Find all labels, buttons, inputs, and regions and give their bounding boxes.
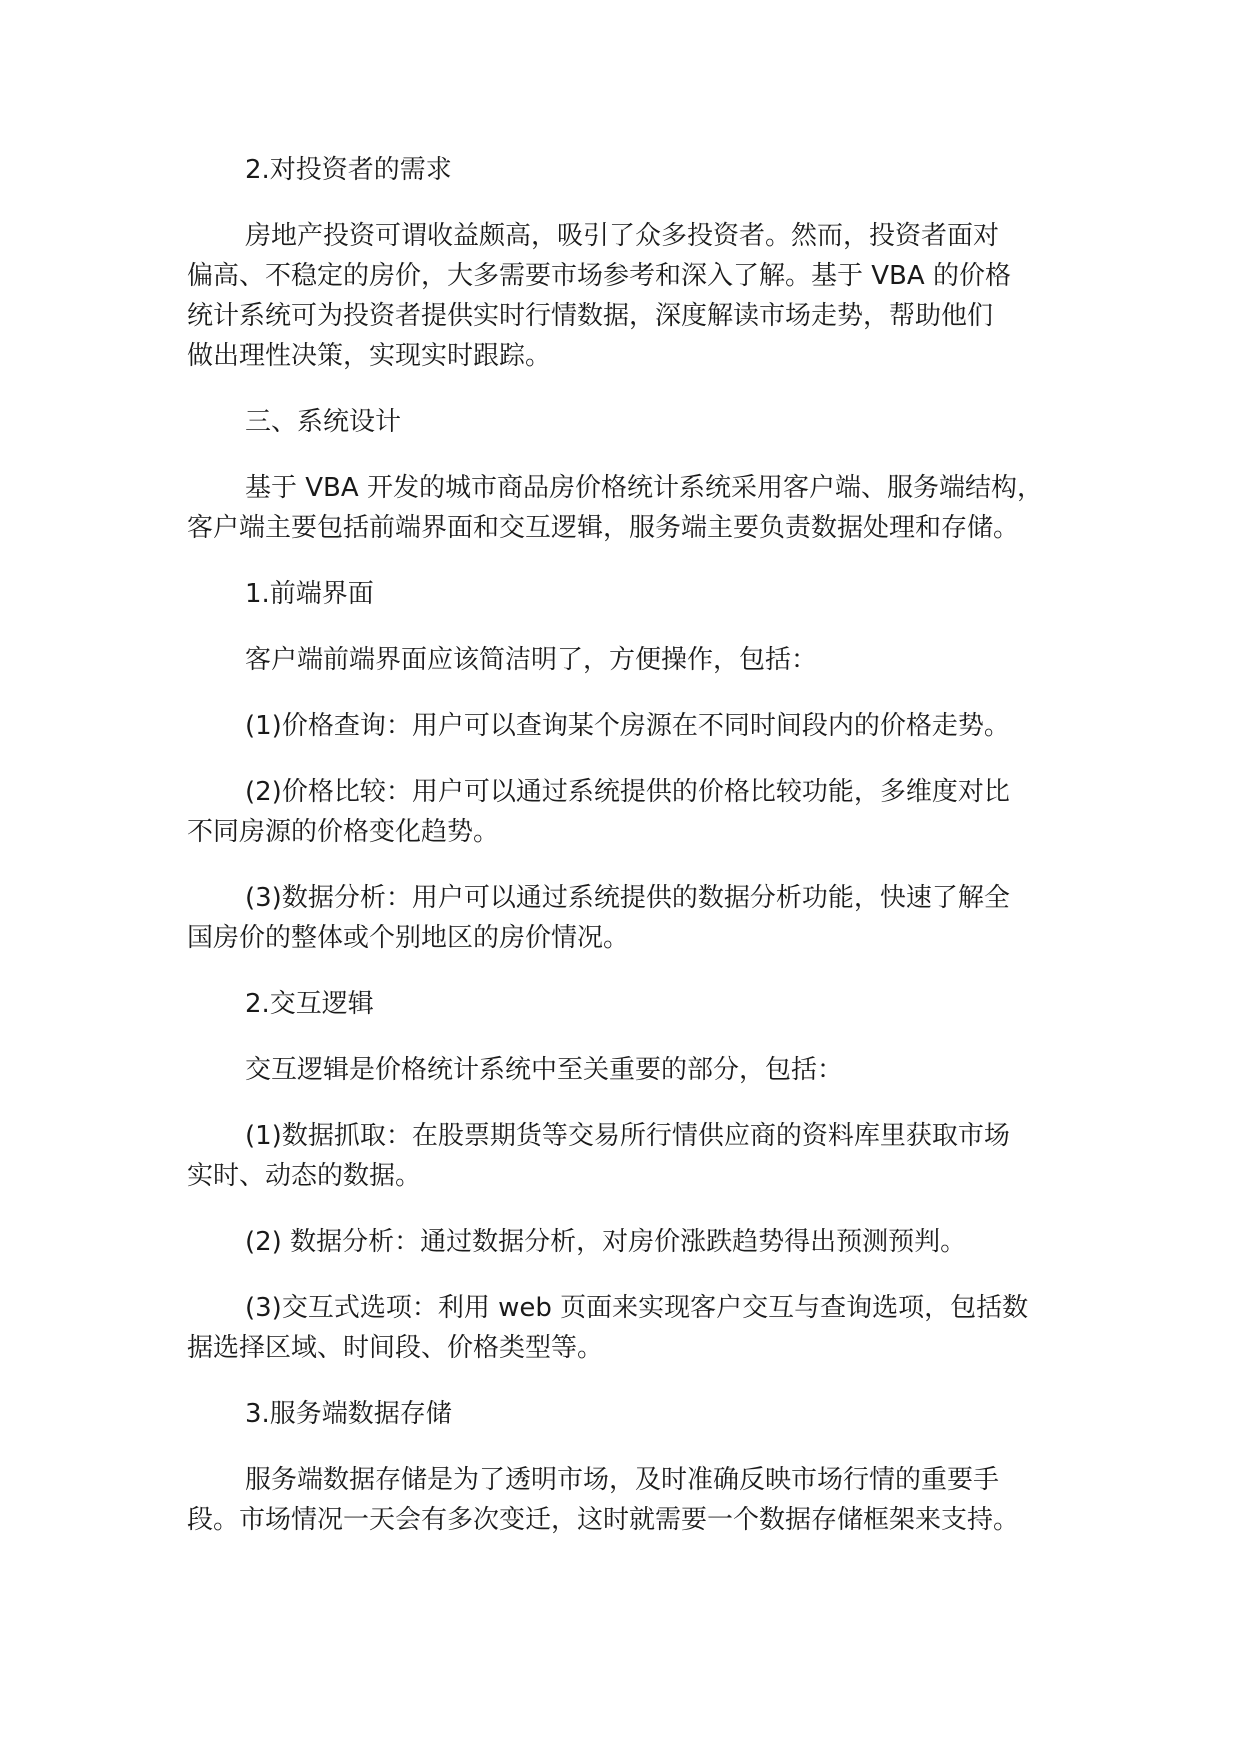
paragraph-line: 实时、动态的数据。 [187, 1161, 422, 1191]
paragraph-line: 偏高、不稳定的房价，大多需要市场参考和深入了解。基于 VBA 的价格 [187, 261, 1011, 291]
paragraph-line: 服务端数据存储是为了透明市场，及时准确反映市场行情的重要手 [245, 1465, 1000, 1495]
paragraph-line: (2) 数据分析：通过数据分析，对房价涨跌趋势得出预测预判。 [245, 1227, 967, 1257]
paragraph-line: 统计系统可为投资者提供实时行情数据，深度解读市场走势，帮助他们 [187, 301, 994, 331]
paragraph-line: (3)交互式选项：利用 web 页面来实现客户交互与查询选项，包括数 [245, 1293, 1029, 1323]
paragraph-line: (3)数据分析：用户可以通过系统提供的数据分析功能，快速了解全 [245, 883, 1010, 913]
heading-text: 2.对投资者的需求 [245, 155, 452, 185]
paragraph-line: (1)价格查询：用户可以查询某个房源在不同时间段内的价格走势。 [245, 711, 1010, 741]
paragraph-line: 房地产投资可谓收益颇高，吸引了众多投资者。然而，投资者面对 [245, 221, 1000, 251]
paragraph [187, 1050, 1067, 1090]
paragraph-line: 基于 VBA 开发的城市商品房价格统计系统采用客户端、服务端结构， [245, 473, 1043, 503]
heading-text: 三、系统设计 [245, 407, 402, 437]
paragraph-line: 客户端主要包括前端界面和交互逻辑，服务端主要负责数据处理和存储。 [187, 513, 1020, 543]
heading-text: 3.服务端数据存储 [245, 1399, 452, 1429]
paragraph-line: 不同房源的价格变化趋势。 [187, 817, 500, 847]
section-heading [187, 402, 1067, 442]
section-heading [187, 150, 1067, 190]
paragraph [187, 772, 1067, 852]
paragraph [187, 1116, 1067, 1196]
paragraph-line: 交互逻辑是价格统计系统中至关重要的部分，包括： [245, 1055, 844, 1085]
paragraph [187, 1288, 1067, 1368]
paragraph-line: 据选择区域、时间段、价格类型等。 [187, 1333, 604, 1363]
section-heading [187, 574, 1067, 614]
heading-text: 1.前端界面 [245, 579, 374, 609]
paragraph [187, 216, 1067, 376]
paragraph [187, 706, 1067, 746]
paragraph-line: (1)数据抓取：在股票期货等交易所行情供应商的资料库里获取市场 [245, 1121, 1010, 1151]
paragraph-line: (2)价格比较：用户可以通过系统提供的价格比较功能，多维度对比 [245, 777, 1010, 807]
paragraph [187, 878, 1067, 958]
section-heading [187, 1394, 1067, 1434]
paragraph-line: 做出理性决策，实现实时跟踪。 [187, 341, 552, 371]
paragraph [187, 640, 1067, 680]
paragraph-line: 国房价的整体或个别地区的房价情况。 [187, 923, 630, 953]
section-heading [187, 984, 1067, 1024]
paragraph [187, 468, 1067, 548]
paragraph-line: 客户端前端界面应该简洁明了，方便操作，包括： [245, 645, 818, 675]
paragraph-line: 段。市场情况一天会有多次变迁，这时就需要一个数据存储框架来支持。 [187, 1505, 1020, 1535]
paragraph [187, 1460, 1067, 1540]
heading-text: 2.交互逻辑 [245, 989, 374, 1019]
document-body [187, 150, 1067, 1540]
paragraph [187, 1222, 1067, 1262]
